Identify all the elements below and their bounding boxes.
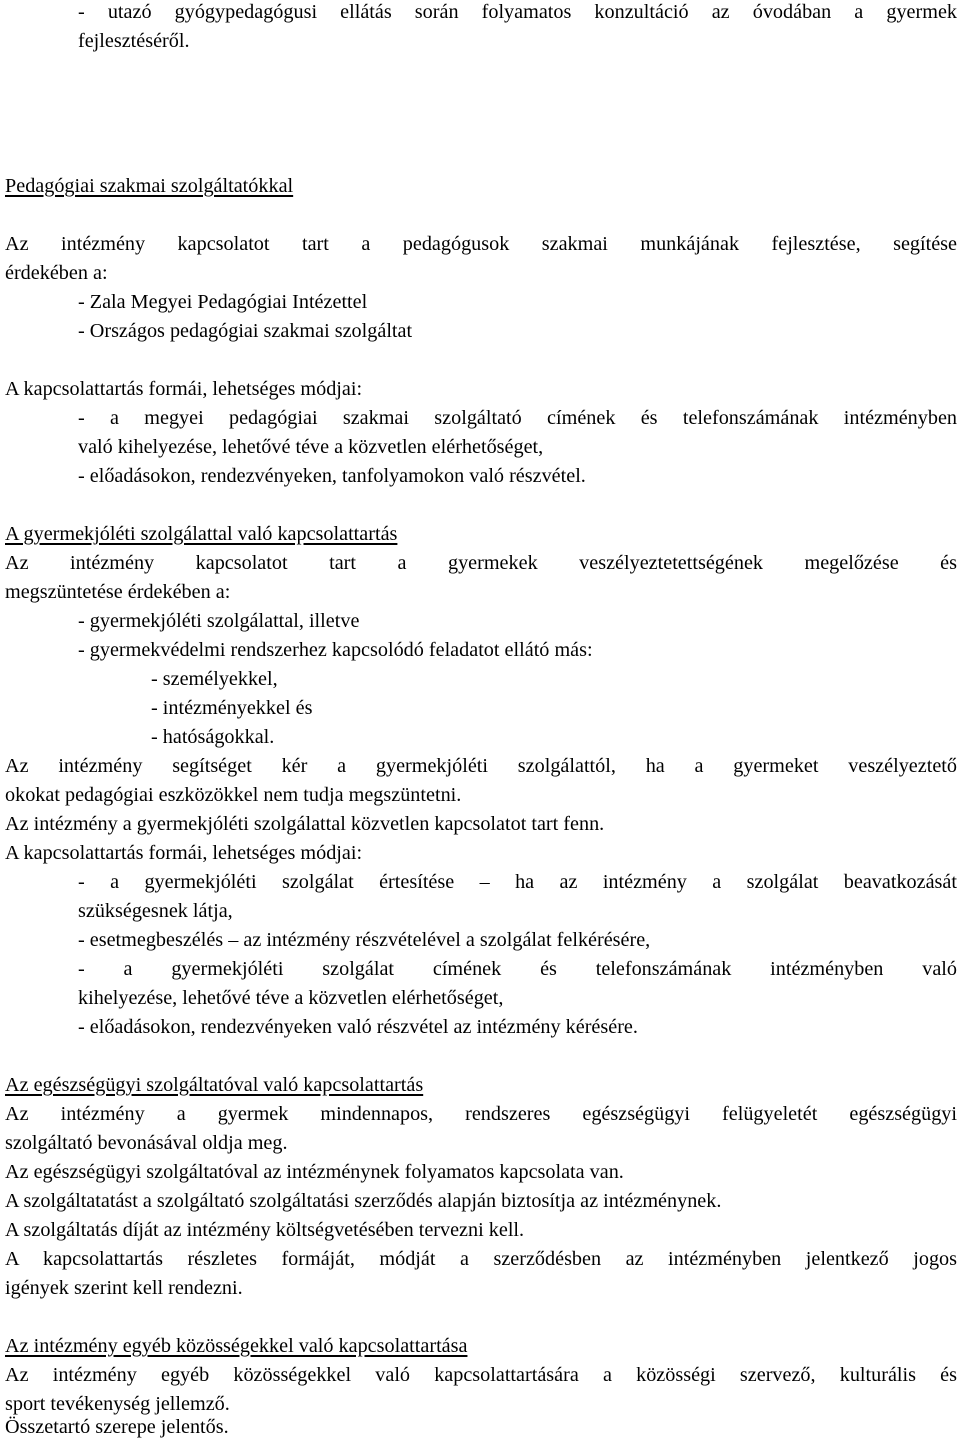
sub-list-item: - személyekkel, [151,668,278,690]
list-item: - előadásokon, rendezvényeken, tanfolyamokon való részvétel. [78,465,586,487]
list-item: szükségesnek látja, [78,900,233,922]
list-item: - a gyermekjóléti szolgálat értesítése – ha az intézmény a szolgálat beavatkozását [78,871,957,893]
paragraph-line: A kapcsolattartás formái, lehetséges módjai: [5,842,363,864]
list-item: kihelyezése, lehetővé téve a közvetlen elérhetőséget, [78,987,504,1009]
list-item: - a gyermekjóléti szolgálat címének és telefonszámának intézményben való [78,958,957,980]
list-item: - Országos pedagógiai szakmai szolgáltat [78,320,413,342]
paragraph-line: A szolgáltatatást a szolgáltató szolgáltatási szerződés alapján biztosítja az intézménynek. [5,1190,722,1212]
sub-list-item: - intézményekkel és [151,697,313,719]
paragraph-line: Az intézmény egyéb közösségekkel való kapcsolattartására a közösségi szervező, kulturális és [5,1364,957,1386]
paragraph-line: A kapcsolattartás formái, lehetséges módjai: [5,378,363,400]
paragraph-line: Az intézmény segítséget kér a gyermekjóléti szolgálattól, ha a gyermeket veszélyeztető [5,755,957,777]
sub-list-item: - hatóságokkal. [151,726,275,748]
paragraph-line: szolgáltató bevonásával oldja meg. [5,1132,288,1154]
paragraph-line: okokat pedagógiai eszközökkel nem tudja megszüntetni. [5,784,462,806]
paragraph-line: Az intézmény a gyermek mindennapos, rendszeres egészségügyi felügyeletét egészségügyi [5,1103,957,1125]
paragraph-line: Az intézmény kapcsolatot tart a gyermekek veszélyeztetettségének megelőzése és [5,552,957,574]
list-item: - a megyei pedagógiai szakmai szolgáltató címének és telefonszámának intézményben [78,407,957,429]
list-item: - gyermekvédelmi rendszerhez kapcsolódó feladatot ellátó más: [78,639,593,661]
list-item: - esetmegbeszélés – az intézmény részvételével a szolgálat felkérésére, [78,929,651,951]
section-heading-egyeb: Az intézmény egyéb közösségekkel való kapcsolattartása [5,1335,468,1357]
paragraph-line: sport tevékenység jellemző. [5,1393,230,1415]
paragraph-line: megszüntetése érdekében a: [5,581,231,603]
paragraph-line: A kapcsolattartás részletes formáját, módját a szerződésben az intézményben jelentkező jogos [5,1248,957,1270]
intro-line-2: fejlesztéséről. [78,30,190,52]
list-item: való kihelyezése, lehetővé téve a közvetlen elérhetőséget, [78,436,544,458]
paragraph-line: Az egészségügyi szolgáltatóval az intézménynek folyamatos kapcsolata van. [5,1161,624,1183]
section-heading-egeszsegugyi: Az egészségügyi szolgáltatóval való kapcsolattartás [5,1074,424,1096]
section-heading-pedagogiai: Pedagógiai szakmai szolgáltatókkal [5,175,294,197]
list-item: - Zala Megyei Pedagógiai Intézettel [78,291,368,313]
list-item: - gyermekjóléti szolgálattal, illetve [78,610,360,632]
paragraph-line: Összetartó szerepe jelentős. [5,1416,229,1438]
paragraph-line: Az intézmény a gyermekjóléti szolgálattal közvetlen kapcsolatot tart fenn. [5,813,605,835]
paragraph-line: érdekében a: [5,262,108,284]
paragraph-line: A szolgáltatás díját az intézmény költségvetésében tervezni kell. [5,1219,525,1241]
section-heading-gyermekjoleti: A gyermekjóléti szolgálattal való kapcsolattartás [5,523,398,545]
intro-line-1: - utazó gyógypedagógusi ellátás során folyamatos konzultáció az óvodában a gyermek [78,1,957,23]
list-item: - előadásokon, rendezvényeken való részvétel az intézmény kérésére. [78,1016,638,1038]
paragraph-line: igények szerint kell rendezni. [5,1277,243,1299]
paragraph-line: Az intézmény kapcsolatot tart a pedagógusok szakmai munkájának fejlesztése, segítése [5,233,957,255]
